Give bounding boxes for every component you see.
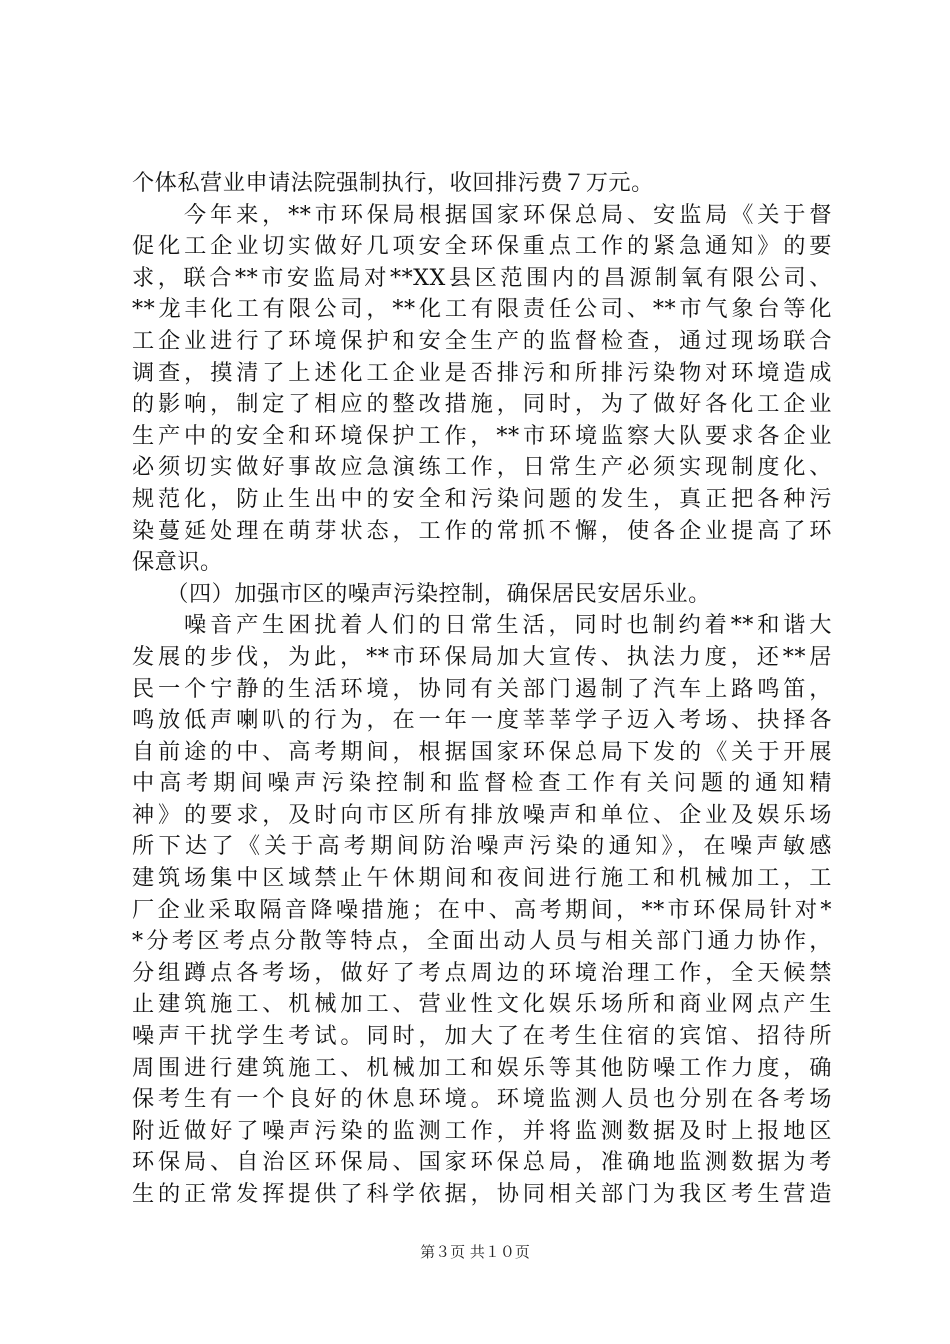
text-line: 噪音产生困扰着人们的日常生活，同时也制约着**和谐大 xyxy=(132,612,832,639)
body-text xyxy=(132,168,832,1211)
text-line: 保意识。 xyxy=(132,549,223,576)
text-line: 自前途的中、高考期间，根据国家环保总局下发的《关于开展 xyxy=(132,738,832,765)
text-line: 保考生有一个良好的休息环境。环境监测人员也分别在各考场 xyxy=(132,1086,832,1113)
text-line: 促化工企业切实做好几项安全环保重点工作的紧急通知》的要 xyxy=(132,233,832,260)
text-line: 发展的步伐，为此，**市环保局加大宣传、执法力度，还**居 xyxy=(132,643,832,670)
text-line: 噪声干扰学生考试。同时，加大了在考生住宿的宾馆、招待所 xyxy=(132,1023,832,1050)
text-line: 今年来，**市环保局根据国家环保总局、安监局《关于督 xyxy=(132,201,832,228)
text-line: 生的正常发挥提供了科学依据，协同相关部门为我区考生营造 xyxy=(132,1181,832,1207)
text-line: 分组蹲点各考场，做好了考点周边的环境治理工作，全天候禁 xyxy=(132,959,832,986)
text-line: 民一个宁静的生活环境，协同有关部门遏制了汽车上路鸣笛， xyxy=(132,675,832,702)
text-line: 求，联合**市安监局对**XX县区范围内的昌源制氧有限公司、 xyxy=(132,264,832,291)
text-line: 附近做好了噪声污染的监测工作，并将监测数据及时上报地区 xyxy=(132,1117,832,1144)
text-line: 中高考期间噪声污染控制和监督检查工作有关问题的通知精 xyxy=(132,770,832,797)
text-line: 厂企业采取隔音降噪措施；在中、高考期间，**市环保局针对* xyxy=(132,896,832,923)
text-line: 神》的要求，及时向市区所有排放噪声和单位、企业及娱乐场 xyxy=(132,801,832,828)
text-line: **龙丰化工有限公司，**化工有限责任公司、**市气象台等化 xyxy=(132,296,832,323)
text-line: 鸣放低声喇叭的行为，在一年一度莘莘学子迈入考场、抉择各 xyxy=(132,707,832,734)
text-line: 必须切实做好事故应急演练工作，日常生产必须实现制度化、 xyxy=(132,454,832,481)
text-line: 周围进行建筑施工、机械加工和娱乐等其他防噪工作力度，确 xyxy=(132,1054,832,1081)
text-line: 工企业进行了环境保护和安全生产的监督检查，通过现场联合 xyxy=(132,327,832,354)
text-line: 所下达了《关于高考期间防治噪声污染的通知》，在噪声敏感 xyxy=(132,833,832,860)
text-line: 生产中的安全和环境保护工作，**市环境监察大队要求各企业 xyxy=(132,422,832,449)
text-line: 建筑场集中区域禁止午休期间和夜间进行施工和机械加工，工 xyxy=(132,865,832,892)
text-line: 个体私营业申请法院强制执行，收回排污费７万元。 xyxy=(132,170,654,196)
text-line: 止建筑施工、机械加工、营业性文化娱乐场所和商业网点产生 xyxy=(132,991,832,1018)
text-line: *分考区考点分散等特点，全面出动人员与相关部门通力协作， xyxy=(132,928,832,955)
text-line: 的影响，制定了相应的整改措施，同时，为了做好各化工企业 xyxy=(132,391,832,418)
text-line: 调查，摸清了上述化工企业是否排污和所排污染物对环境造成 xyxy=(132,359,832,386)
page-footer: 第３页 共１０页 xyxy=(420,1243,530,1261)
text-line: 染蔓延处理在萌芽状态，工作的常抓不懈，使各企业提高了环 xyxy=(132,517,832,544)
text-line: （四）加强市区的噪声污染控制，确保居民安居乐业。 xyxy=(132,580,711,607)
text-line: 规范化，防止生出中的安全和污染问题的发生，真正把各种污 xyxy=(132,485,832,512)
text-line: 环保局、自治区环保局、国家环保总局，准确地监测数据为考 xyxy=(132,1149,832,1176)
